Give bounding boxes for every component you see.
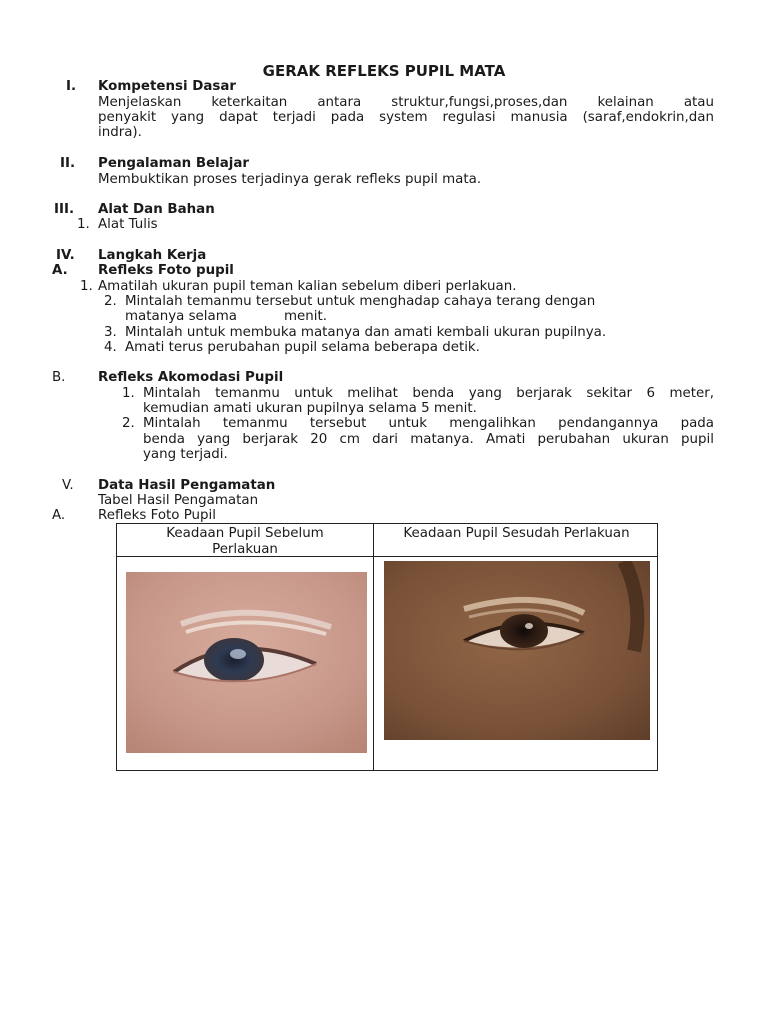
table-header-before: [117, 526, 373, 557]
section-5-heading: Data Hasil Pengamatan: [98, 478, 276, 493]
section-1-line-3: indra).: [98, 125, 142, 140]
step-a2-text-2: matanya selama: [125, 309, 237, 324]
subsection-a-letter: A.: [52, 263, 68, 278]
section-1-number: I.: [66, 79, 77, 94]
section-3-item: Alat Tulis: [98, 217, 158, 232]
table-header-before-line-2: Perlakuan: [212, 541, 278, 557]
step-a2-number: 2.: [104, 294, 117, 309]
step-a2-text-3: menit.: [284, 309, 327, 324]
section-2-text: Membuktikan proses terjadinya gerak refleks pupil mata.: [98, 172, 482, 187]
step-b2-line-2: benda yang berjarak 20 cm dari matanya. Amati perubahan ukuran pupil: [143, 432, 714, 447]
section-4-number: IV.: [56, 248, 75, 263]
eye-photo-before: [126, 572, 367, 753]
step-b2-number: 2.: [122, 416, 135, 431]
table-header-before-line-1: Keadaan Pupil Sebelum: [166, 526, 324, 541]
section-5-a-letter: A.: [52, 508, 66, 523]
document-title: GERAK REFLEKS PUPIL MATA: [262, 62, 506, 80]
section-1-line-2: penyakit yang dapat terjadi pada system regulasi manusia (saraf,endokrin,dan: [98, 110, 714, 125]
section-5-number: V.: [62, 478, 74, 493]
section-4-heading: Langkah Kerja: [98, 248, 207, 263]
step-b2-line-3: yang terjadi.: [143, 447, 228, 462]
subsection-b-letter: B.: [52, 370, 66, 385]
subsection-b-heading: Refleks Akomodasi Pupil: [98, 370, 284, 385]
section-1-heading: Kompetensi Dasar: [98, 79, 236, 94]
section-3-heading: Alat Dan Bahan: [98, 202, 215, 217]
eye-photo-after: [384, 561, 650, 740]
section-5-a-text: Refleks Foto Pupil: [98, 508, 216, 523]
step-a1-text: Amatilah ukuran pupil teman kalian sebelum diberi perlakuan.: [98, 279, 517, 294]
section-3-item-number: 1.: [77, 217, 90, 232]
step-a4-number: 4.: [104, 340, 117, 355]
step-a3-number: 3.: [104, 325, 117, 340]
step-a1-number: 1.: [80, 279, 93, 294]
step-b2-line-1: Mintalah temanmu tersebut untuk mengalihkan pendangannya pada: [143, 416, 714, 431]
section-2-number: II.: [60, 156, 76, 171]
table-column-divider: [373, 524, 374, 770]
subsection-a-heading: Refleks Foto pupil: [98, 263, 234, 278]
table-caption: Tabel Hasil Pengamatan: [98, 493, 259, 508]
step-a2-text: Mintalah temanmu tersebut untuk menghadap cahaya terang dengan: [125, 294, 596, 309]
step-b1-line-2: kemudian amati ukuran pupilnya selama 5 menit.: [143, 401, 477, 416]
step-a3-text: Mintalah untuk membuka matanya dan amati kembali ukuran pupilnya.: [125, 325, 607, 340]
section-2-heading: Pengalaman Belajar: [98, 156, 250, 171]
observation-table: [116, 523, 658, 771]
step-b1-line-1: Mintalah temanmu untuk melihat benda yang berjarak sekitar 6 meter,: [143, 386, 714, 401]
step-b1-number: 1.: [122, 386, 135, 401]
table-header-after: Keadaan Pupil Sesudah Perlakuan: [403, 526, 630, 541]
section-1-line-1: Menjelaskan keterkaitan antara struktur,fungsi,proses,dan kelainan atau: [98, 95, 714, 110]
step-a4-text: Amati terus perubahan pupil selama beberapa detik.: [125, 340, 480, 355]
section-3-number: III.: [54, 202, 75, 217]
